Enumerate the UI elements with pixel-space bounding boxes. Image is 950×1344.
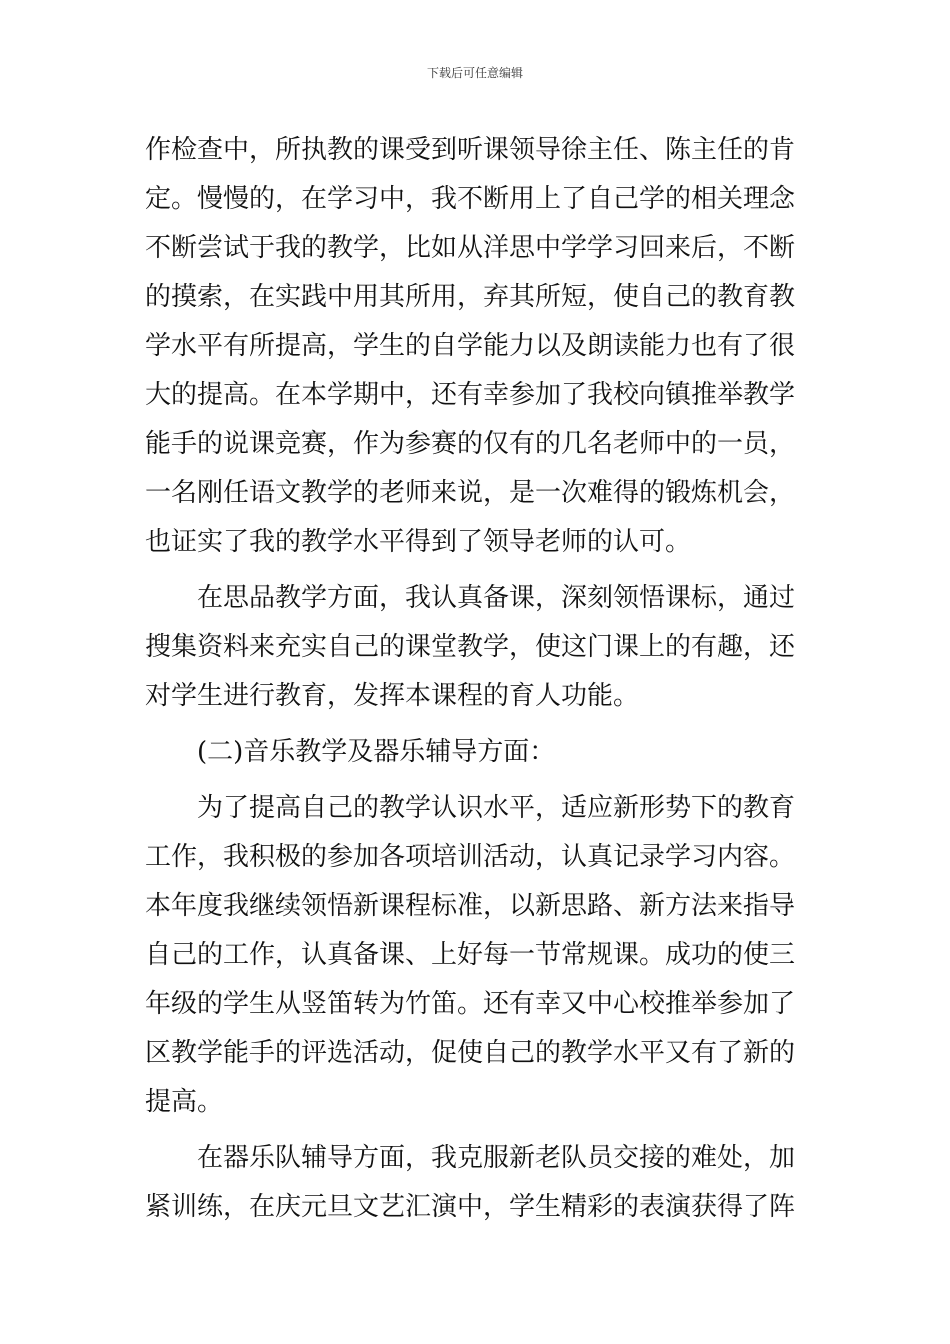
paragraph-3 — [145, 784, 807, 1127]
text-line: 工作，我积极的参加各项培训活动，认真记录学习内容。 — [145, 842, 796, 872]
text-line: 作检查中，所执教的课受到听课领导徐主任、陈主任的肯 — [145, 135, 796, 165]
text-line: 在器乐队辅导方面，我克服新老队员交接的难处，加 — [197, 1143, 796, 1173]
text-line: 大的提高。在本学期中，还有幸参加了我校向镇推举教学 — [145, 380, 796, 410]
text-line: 为了提高自己的教学认识水平，适应新形势下的教育 — [197, 793, 796, 823]
text-line: 自己的工作，认真备课、上好每一节常规课。成功的使三 — [145, 940, 796, 970]
text-line: 本年度我继续领悟新课程标准，以新思路、新方法来指导 — [145, 891, 796, 921]
text-line: 能手的说课竞赛，作为参赛的仅有的几名老师中的一员， — [145, 429, 796, 459]
text-line: 紧训练，在庆元旦文艺汇演中，学生精彩的表演获得了阵 — [145, 1192, 796, 1222]
text-line: 搜集资料来充实自己的课堂教学，使这门课上的有趣，还 — [145, 632, 796, 662]
text-line: 不断尝试于我的教学，比如从洋思中学学习回来后，不断 — [145, 233, 796, 263]
paragraph-1 — [145, 126, 807, 567]
text-line: 提高。 — [145, 1087, 224, 1117]
text-line: 在思品教学方面，我认真备课，深刻领悟课标，通过 — [197, 583, 796, 613]
text-line: 对学生进行教育，发挥本课程的育人功能。 — [145, 681, 640, 711]
text-line: 的摸索，在实践中用其所用，弃其所短，使自己的教育教 — [145, 282, 796, 312]
paragraph-4 — [145, 1134, 807, 1232]
text-line: 也证实了我的教学水平得到了领导老师的认可。 — [145, 527, 692, 557]
text-line: 学水平有所提高，学生的自学能力以及朗读能力也有了很 — [145, 331, 796, 361]
section-heading-line: (二)音乐教学及器乐辅导方面： — [197, 737, 556, 767]
document-body — [145, 126, 807, 1232]
text-line: 一名刚任语文教学的老师来说，是一次难得的锻炼机会， — [145, 478, 796, 508]
text-line: 定。慢慢的，在学习中，我不断用上了自己学的相关理念 — [145, 184, 796, 214]
section-heading — [145, 728, 807, 777]
text-line: 区教学能手的评选活动，促使自己的教学水平又有了新的 — [145, 1038, 796, 1068]
header-note: 下载后可任意编辑 — [426, 66, 523, 80]
text-line: 年级的学生从竖笛转为竹笛。还有幸又中心校推举参加了 — [145, 989, 796, 1019]
paragraph-2 — [145, 574, 807, 721]
